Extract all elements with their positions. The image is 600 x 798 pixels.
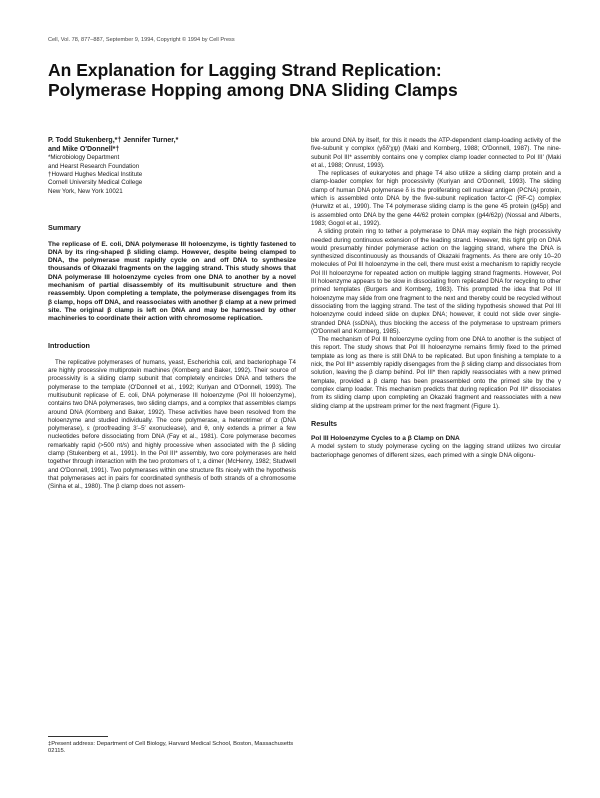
right-paragraph-4: The mechanism of Pol III holoenzyme cycling from one DNA to another is the subject of this report. The study shows that Pol III holoenzyme remains firmly fixed to the primed template as long as there is still DNA to be replicated. But upon finishing a template to a nick, the Pol III* assembly rapidly disengages from the β sliding clamp and dissociates from solution, leaving the β clamp behind. Pol III* then rapidly reassociates with a new primed template, provided a β clamp has been preassembled onto the primed site by the γ complex clamp loader. This mechanism predicts that during replication Pol III* dissociates from its sliding clamp upon completing an Okazaki fragment and reassociates with a new sliding clamp at the upstream primer for the next fragment (Figure 1). (311, 336, 561, 410)
affiliation-4: Cornell University Medical College (48, 179, 143, 187)
journal-header: Cell, Vol. 78, 877–887, September 9, 1994, Copyright © 1994 by Cell Press (48, 37, 235, 43)
affiliation-5: New York, New York 10021 (48, 187, 123, 195)
affiliation-2: and Hearst Research Foundation (48, 162, 140, 170)
title-line-2: Polymerase Hopping among DNA Sliding Clamps (48, 80, 458, 100)
article-title (48, 60, 568, 100)
author-block (48, 137, 296, 196)
footnote-rule (48, 736, 108, 737)
author-names-2: and Mike O'Donnell*† (48, 145, 120, 153)
summary-block (48, 241, 296, 324)
footnote: ‡Present address: Department of Cell Biology, Harvard Medical School, Boston, Massachusetts 02115. (48, 741, 294, 755)
right-paragraph-3: A sliding protein ring to tether a polymerase to DNA may explain the high processivity needed during continuous extension of the leading strand. However, this tight grip on DNA would presumably hinder polymerase action on the lagging strand, where the DNA is synthesized discontinuously as thousands of Okazaki fragments. As there are only 10–20 molecules of Pol III holoenzyme in the cell, there must exist a mechanism to rapidly recycle Pol III holoenzyme for repeated action on multiple lagging strand fragments. However, Pol III holoenzyme appears to be slow in dissociating from replicated DNA for recycling to other primed templates (Burgers and Kornberg, 1983). This prompted the idea that Pol III holoenzyme may slide from one fragment to the next and thereby could be recycled without dissociating from the lagging strand. The test of the sliding hypothesis showed that Pol III holoenzyme could indeed slide on duplex DNA; however, it could not slide over single-stranded DNA (ssDNA), thus blocking the access of the polymerase to upstream primers (O'Donnell and Kornberg, 1985). (311, 228, 561, 335)
affiliation-1: *Microbiology Department (48, 154, 120, 162)
right-paragraph-1: ble around DNA by itself, for this it needs the ATP-dependent clamp-loading activity of the five-subunit γ complex (γδδ′χψ) (Maki and Kornberg, 1988; O'Donnell, 1987). The nine-subunit Pol III* assembly contains one γ complex clamp loader connected to Pol III′ (Maki et al., 1988; Onrust, 1993). (311, 137, 561, 169)
results-heading: Results (311, 418, 337, 428)
summary-text: The replicase of E. coli, DNA polymerase III holoenzyme, is tightly fastened to DNA by its ring-shaped β sliding clamp. However, despite being clamped to DNA, the polymerase must rapidly cycle on and off DNA to synthesize thousands of Okazaki fragments on the lagging strand. This study shows that DNA polymerase III holoenzyme cycles from one DNA to another by a novel mechanism of partial disassembly of its multisubunit structure and then reassembly. Upon completing a template, the polymerase disengages from its β clamp, hops off DNA, and reassociates with another β clamp at a new primed site. The original β clamp is left on DNA and may be harnessed by other machineries to coordinate their action with chromosome replication. (48, 240, 296, 323)
summary-heading: Summary (48, 223, 81, 233)
author-names-1: P. Todd Stukenberg,*† Jennifer Turner,* (48, 137, 179, 144)
title-line-1: An Explanation for Lagging Strand Replication: (48, 60, 442, 80)
right-paragraph-2: The replicases of eukaryotes and phage T4 also utilize a sliding clamp protein and a clamp-loader complex for high processivity (Kuriyan and O'Donnell, 1993). The sliding clamp of human DNA polymerase δ is the proliferating cell nuclear antigen (PCNA) protein, which is assembled onto DNA by the five-subunit replication factor-C (RF-C) complex (Hurwitz et al., 1990). The T4 polymerase sliding clamp is the gene 45 protein (g45p) and is assembled onto DNA by the gene 44/62 protein complex (g44/62p) (Nossal and Alberts, 1983; Gogol et al., 1992). (311, 170, 561, 227)
right-paragraph-5: A model system to study polymerase cycling on the lagging strand utilizes two circular bacteriophage genomes of different sizes, each primed with a single DNA oligonu- (311, 443, 561, 459)
affiliation-3: †Howard Hughes Medical Institute (48, 171, 143, 178)
introduction-heading: Introduction (48, 341, 90, 351)
introduction-paragraph-1: The replicative polymerases of humans, yeast, Escherichia coli, and bacteriophage T4 are highly processive multiprotein machines (Kornberg and Baker, 1992). Their source of processivity is a sliding clamp subunit that completely encircles DNA and tethers the polymerase to the template (O'Donnell et al., 1992; Kuriyan and O'Donnell, 1993). The multisubunit replicase of E. coli, DNA polymerase III holoenzyme (Pol III holoenzyme), contains two DNA polymerases, two sliding clamps, and a complex that assembles clamps around DNA (Kornberg and Baker, 1992). These activities have been resolved from the holoenzyme and studied individually. The core polymerase, a heterotrimer of α (DNA polymerase), ε (proofreading 3′–5′ exonuclease), and θ, only extends a primer a few nucleotides before dissociating from DNA (Fay et al., 1981). Core polymerase becomes remarkably rapid (>500 nt/s) and highly processive when associated with the β sliding clamp (Stukenberg et al., 1991). In the Pol III* assembly, two core polymerases are held together through interaction with the two protomers of τ, a dimer (McHenry, 1982; Studwell and O'Donnell, 1991). Two polymerases within one structure fits nicely with the hypothesis that polymerases act in pairs for coordinated synthesis of both strands of a chromosome (Sinha et al., 1980). The β clamp does not assem- (48, 358, 296, 491)
right-column (311, 137, 561, 460)
results-subheading: Pol III Holoenzyme Cycles to a β Clamp on DNA (311, 435, 460, 443)
left-column (48, 137, 296, 492)
